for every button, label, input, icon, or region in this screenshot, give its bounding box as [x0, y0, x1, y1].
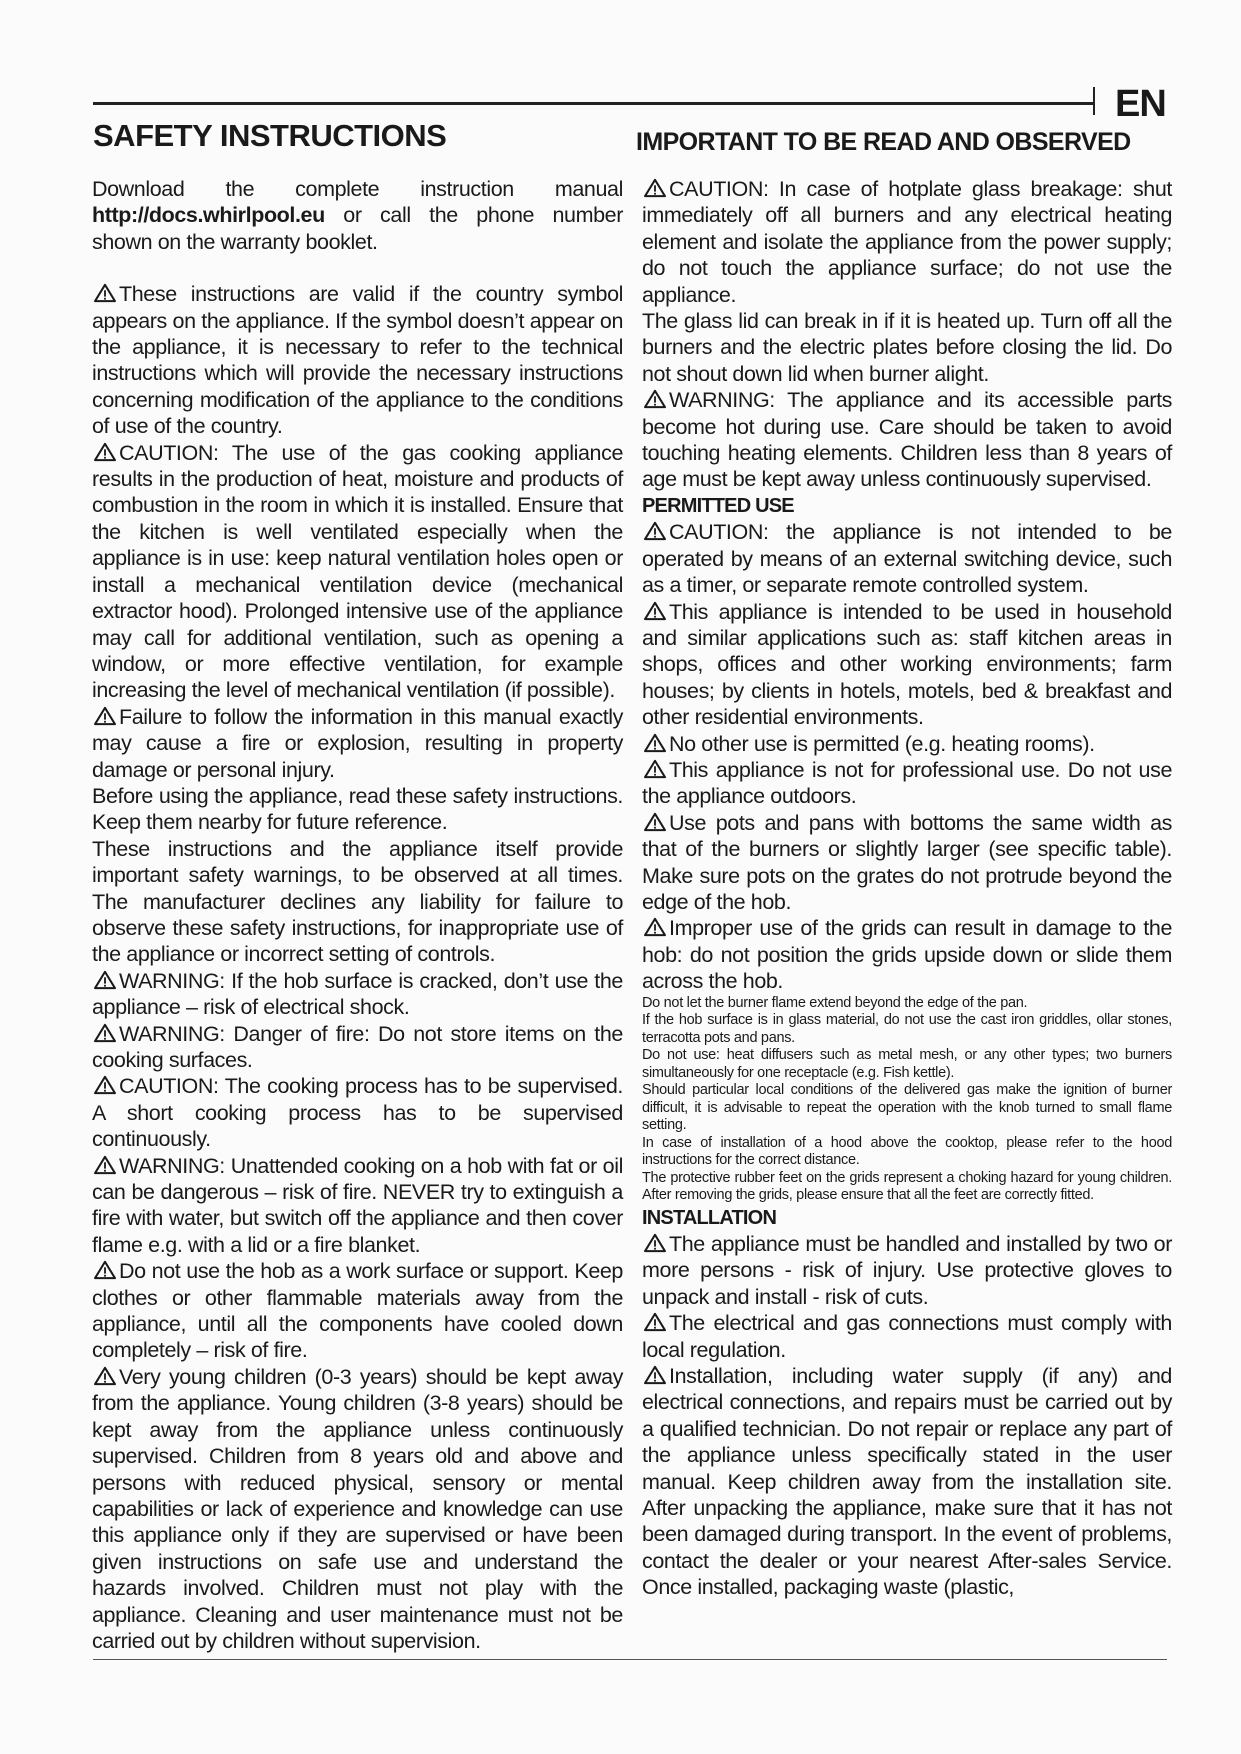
warning-icon: [642, 178, 668, 198]
safety-paragraph: These instructions are valid if the country symbol appears on the appliance. If the symbol doesn’t appear on the appliance, it is necessary to refer to the technical instructions which will provide the necessary instructions concerning modification of the appliance to the conditions of use of the country.: [92, 282, 623, 439]
header-rule-tick: [1093, 87, 1095, 115]
warning-icon: [92, 1260, 118, 1280]
safety-paragraph: This appliance is not for professional use. Do not use the appliance outdoors.: [642, 757, 1172, 809]
warning-icon: [642, 812, 668, 832]
safety-paragraph: CAUTION: In case of hotplate glass breakage: shut immediately off all burners and any electrical heating element and isolate the appliance from the power supply; do not touch the appliance surface; do not use the appliance.: [642, 177, 1172, 307]
manual-link[interactable]: http://docs.whirlpool.eu: [92, 203, 325, 228]
warning-icon: [92, 1155, 118, 1175]
safety-paragraph: The appliance must be handled and installed by two or more persons - risk of injury. Use protective gloves to unpack and install - risk of cuts.: [642, 1232, 1172, 1309]
safety-paragraph: The glass lid can break in if it is heated up. Turn off all the burners and the electric plates before closing the lid. Do not shout down lid when burner alight.: [642, 309, 1172, 386]
page-title: SAFETY INSTRUCTIONS: [93, 118, 447, 153]
footer-rule: [93, 1659, 1167, 1660]
safety-paragraph: WARNING: If the hob surface is cracked, don’t use the appliance – risk of electrical shock.: [92, 968, 623, 1020]
warning-icon: [642, 1312, 668, 1332]
safety-paragraph: No other use is permitted (e.g. heating rooms).: [642, 731, 1172, 757]
warning-icon: [642, 1233, 668, 1253]
safety-paragraph: CAUTION: The use of the gas cooking appliance results in the production of heat, moisture and products of combustion in the room in which it is installed. Ensure that the kitchen is well ventilated especially when the appliance is in use: keep natural ventilation holes open or install a mechanical ventilation device (mechanical extractor hood). Prolonged intensive use of the appliance may call for additional ventilation, such as opening a window, or more effective ventilation, for example increasing the level of mechanical ventilation (if possible).: [92, 440, 623, 703]
safety-paragraph: WARNING: The appliance and its accessible parts become hot during use. Care should be taken to avoid touching heating elements. Children less than 8 years of age must be kept away unless continuously supervised.: [642, 388, 1172, 492]
safety-paragraph: CAUTION: The cooking process has to be supervised. A short cooking process has to be supervised continuously.: [92, 1074, 623, 1152]
note-paragraph: If the hob surface is in glass material, do not use the cast iron griddles, ollar stones, terracotta pots and pans.: [642, 1012, 1172, 1046]
installation-heading: INSTALLATION: [642, 1206, 777, 1229]
safety-paragraph: Improper use of the grids can result in damage to the hob: do not position the grids upside down or slide them across the hob.: [642, 916, 1172, 994]
note-paragraph: The protective rubber feet on the grids represent a choking hazard for young children. After removing the grids, please ensure that all the feet are correctly fitted.: [642, 1169, 1172, 1204]
safety-paragraph: Before using the appliance, read these safety instructions. Keep them nearby for future reference.: [92, 783, 623, 835]
language-code: EN: [1115, 83, 1166, 125]
warning-icon: [92, 1023, 118, 1043]
header-rule: [93, 102, 1094, 105]
safety-paragraph: Use pots and pans with bottoms the same width as that of the burners or slightly larger (see specific table). Make sure pots on the grates do not protrude beyond the edge of the hob.: [642, 810, 1172, 914]
warning-icon: [642, 759, 668, 779]
page-subtitle: IMPORTANT TO BE READ AND OBSERVED: [636, 128, 1131, 156]
left-column: [92, 176, 623, 1654]
warning-icon: [92, 283, 118, 303]
safety-paragraph: This appliance is intended to be used in household and similar applications such as: staff kitchen areas in shops, offices and other working environments; farm houses; by clients in hotels, motels, bed & breakfast and other residential environments.: [642, 599, 1172, 730]
safety-paragraph: WARNING: Unattended cooking on a hob with fat or oil can be dangerous – risk of fire. NEVER try to extinguish a fire with water, but switch off the appliance and then cover flame e.g. with a lid or a fire blanket.: [92, 1153, 623, 1257]
warning-icon: [642, 389, 668, 409]
warning-icon: [92, 1366, 118, 1386]
note-paragraph: Should particular local conditions of the delivered gas make the ignition of burner difficult, it is advisable to repeat the operation with the knob turned to small flame setting.: [642, 1082, 1172, 1134]
right-column: [642, 176, 1172, 1601]
safety-paragraph: CAUTION: the appliance is not intended to be operated by means of an external switching device, such as a timer, or separate remote controlled system.: [642, 520, 1172, 598]
warning-icon: [92, 1075, 118, 1095]
permitted-use-heading: PERMITTED USE: [642, 494, 794, 517]
warning-icon: [92, 442, 118, 462]
intro-paragraph: Download the complete instruction manual http://docs.whirlpool.eu or call the phone number shown on the warranty booklet.: [92, 177, 623, 254]
safety-paragraph: The electrical and gas connections must comply with local regulation.: [642, 1311, 1172, 1362]
warning-icon: [642, 733, 668, 753]
safety-paragraph: Do not use the hob as a work surface or support. Keep clothes or other flammable materials away from the appliance, until all the components have cooled down completely – risk of fire.: [92, 1259, 623, 1363]
safety-paragraph: Failure to follow the information in this manual exactly may cause a fire or explosion, resulting in property damage or personal injury.: [92, 704, 623, 782]
warning-icon: [642, 601, 668, 621]
note-paragraph: Do not let the burner flame extend beyond the edge of the pan.: [642, 994, 1028, 1011]
warning-icon: [642, 1365, 668, 1385]
safety-paragraph: Very young children (0-3 years) should be kept away from the appliance. Young children (3-8 years) should be kept away from the appliance unless continuously supervised. Children from 8 years old and above and persons with reduced physical, sensory or mental capabilities or lack of experience and knowledge can use this appliance only if they are supervised or have been given instructions on safe use and understand the hazards involved. Children must not play with the appliance. Cleaning and user maintenance must not be carried out by children without supervision.: [92, 1364, 623, 1653]
safety-paragraph: Installation, including water supply (if any) and electrical connections, and repairs must be carried out by a qualified technician. Do not repair or replace any part of the appliance unless specifically stated in the user manual. Keep children away from the installation site. After unpacking the appliance, make sure that it has not been damaged during transport. In the event of problems, contact the dealer or your nearest After-sales Service. Once installed, packaging waste (plastic,: [642, 1364, 1172, 1600]
warning-icon: [642, 917, 668, 937]
safety-paragraph: WARNING: Danger of fire: Do not store items on the cooking surfaces.: [92, 1021, 623, 1072]
note-paragraph: Do not use: heat diffusers such as metal mesh, or any other types; two burners simultaneously for one receptacle (e.g. Fish kettle).: [642, 1047, 1172, 1081]
safety-paragraph: These instructions and the appliance itself provide important safety warnings, to be observed at all times. The manufacturer declines any liability for failure to observe these safety instructions, for inappropriate use of the appliance or incorrect setting of controls.: [92, 836, 623, 967]
note-paragraph: In case of installation of a hood above the cooktop, please refer to the hood instructions for the correct distance.: [642, 1134, 1172, 1169]
warning-icon: [92, 970, 118, 990]
warning-icon: [92, 706, 118, 726]
warning-icon: [642, 521, 668, 541]
